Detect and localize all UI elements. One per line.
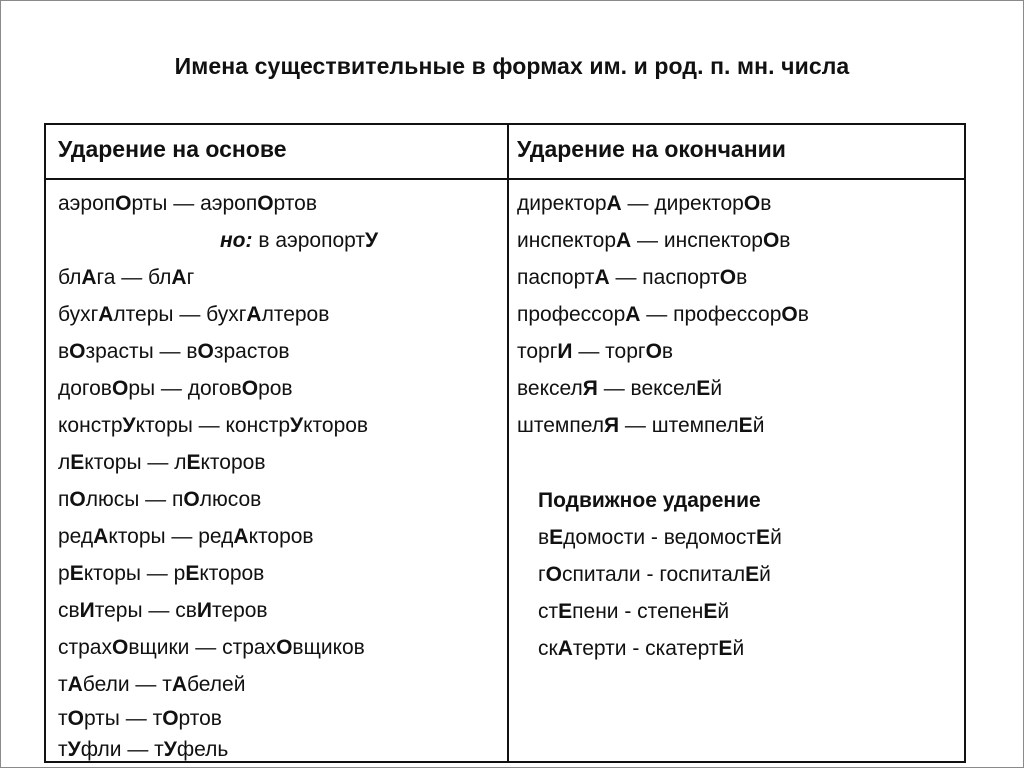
stressed-vowel: У xyxy=(122,414,136,437)
stressed-vowel: О xyxy=(257,192,274,215)
mobile-stress-row: гОспитали - госпиталЕй xyxy=(538,563,771,586)
stressed-vowel: Е xyxy=(696,377,711,400)
stressed-vowel: И xyxy=(557,340,573,363)
stem-stress-row: страхОвщики — страхОвщиков xyxy=(58,636,365,659)
stressed-vowel: У xyxy=(290,414,304,437)
slide-title: Имена существительные в формах им. и род. п. мн. числа xyxy=(174,53,850,79)
stressed-vowel: Е xyxy=(70,451,85,474)
stem-stress-row: договОры — договОров xyxy=(58,377,293,400)
stem-stress-row: лЕкторы — лЕкторов xyxy=(58,451,266,474)
stressed-vowel: О xyxy=(162,707,179,730)
stressed-vowel: Я xyxy=(603,414,620,437)
stressed-vowel: И xyxy=(79,599,95,622)
stressed-vowel: О xyxy=(781,303,798,326)
stressed-vowel: А xyxy=(625,303,641,326)
stressed-vowel: А xyxy=(594,266,610,289)
mobile-stress-row: стЕпени - степенЕй xyxy=(538,600,730,623)
ending-stress-row: векселЯ — векселЕй xyxy=(517,377,723,400)
stressed-vowel: О xyxy=(241,377,259,400)
stressed-vowel: И xyxy=(196,599,213,622)
stem-stress-row: свИтеры — свИтеров xyxy=(58,599,268,622)
stem-stress-row: рЕкторы — рЕкторов xyxy=(58,562,265,585)
stressed-vowel: Е xyxy=(738,414,753,437)
stressed-vowel: О xyxy=(69,340,86,363)
stem-stress-row: блАга — блАг xyxy=(58,266,195,289)
stem-stress-row: тУфли — тУфель xyxy=(58,738,229,761)
mobile-stress-row: вЕдомости - ведомостЕй xyxy=(538,526,782,549)
header-stem-stress: Ударение на основе xyxy=(58,136,287,162)
stressed-vowel: Е xyxy=(558,600,573,623)
stressed-vowel: У xyxy=(67,738,81,761)
stem-stress-row: констрУкторы — констрУкторов xyxy=(58,414,369,437)
stressed-vowel: А xyxy=(93,525,109,548)
ending-stress-row: торгИ — торгОв xyxy=(517,340,674,363)
mobile-stress-heading: Подвижное ударение xyxy=(538,489,761,512)
stressed-vowel: Е xyxy=(186,451,201,474)
ending-stress-list xyxy=(517,185,809,444)
stressed-vowel: О xyxy=(743,192,761,215)
column-divider xyxy=(507,125,509,761)
stressed-vowel: Е xyxy=(756,526,771,549)
ending-stress-row: профессорА — профессорОв xyxy=(517,303,809,326)
stress-table xyxy=(44,123,966,763)
stressed-vowel: О xyxy=(69,488,86,511)
stressed-vowel: О xyxy=(645,340,662,363)
stressed-vowel: Е xyxy=(703,600,718,623)
stressed-vowel: Е xyxy=(69,562,84,585)
mobile-stress-row: скАтерти - скатертЕй xyxy=(538,637,745,660)
stressed-vowel: Е xyxy=(718,637,733,660)
stem-stress-row: пОлюсы — пОлюсов xyxy=(58,488,262,511)
header-divider xyxy=(46,178,964,180)
stressed-vowel: А xyxy=(98,303,114,326)
stem-stress-row: вОзрасты — вОзрастов xyxy=(58,340,290,363)
mobile-stress-list xyxy=(517,519,809,667)
stressed-vowel: А xyxy=(171,673,188,696)
stem-stress-row: но: в аэропортУ xyxy=(220,229,379,252)
stem-stress-row: бухгАлтеры — бухгАлтеров xyxy=(58,303,330,326)
ending-stress-row: инспекторА — инспекторОв xyxy=(517,229,791,252)
stressed-vowel: О xyxy=(762,229,780,252)
ending-stress-row: директорА — директорОв xyxy=(517,192,772,215)
ending-stress-row: паспортА — паспортОв xyxy=(517,266,748,289)
stressed-vowel: О xyxy=(67,707,84,730)
stem-stress-row: аэропОрты — аэропОртов xyxy=(58,192,317,215)
stressed-vowel: У xyxy=(163,738,177,761)
stressed-vowel: А xyxy=(233,525,249,548)
ending-stress-row: штемпелЯ — штемпелЕй xyxy=(517,414,765,437)
header-ending-stress: Ударение на окончании xyxy=(517,136,786,162)
stressed-vowel: А xyxy=(557,637,573,660)
stressed-vowel: У xyxy=(364,229,379,252)
stressed-vowel: А xyxy=(67,673,83,696)
stressed-vowel: Е xyxy=(185,562,200,585)
stressed-vowel: А xyxy=(81,266,97,289)
stressed-vowel: О xyxy=(197,340,214,363)
stem-stress-row: тАбели — тАбелей xyxy=(58,673,246,696)
stressed-vowel: Я xyxy=(582,377,598,400)
stressed-vowel: Е xyxy=(745,563,760,586)
stressed-vowel: О xyxy=(183,488,200,511)
stressed-vowel: А xyxy=(246,303,262,326)
stem-stress-row: редАкторы — редАкторов xyxy=(58,525,314,548)
stressed-vowel: О xyxy=(111,377,129,400)
stressed-vowel: Е xyxy=(549,526,564,549)
stressed-vowel: А xyxy=(606,192,622,215)
stressed-vowel: О xyxy=(115,192,132,215)
stressed-vowel: О xyxy=(276,636,293,659)
exception-note: но: xyxy=(220,229,253,252)
stem-stress-row: тОрты — тОртов xyxy=(58,707,222,730)
stressed-vowel: А xyxy=(616,229,632,252)
ending-stress-column xyxy=(517,185,809,667)
stressed-vowel: О xyxy=(545,563,563,586)
stressed-vowel: О xyxy=(719,266,737,289)
stressed-vowel: О xyxy=(111,636,129,659)
stem-stress-column xyxy=(58,185,378,765)
stressed-vowel: А xyxy=(171,266,187,289)
